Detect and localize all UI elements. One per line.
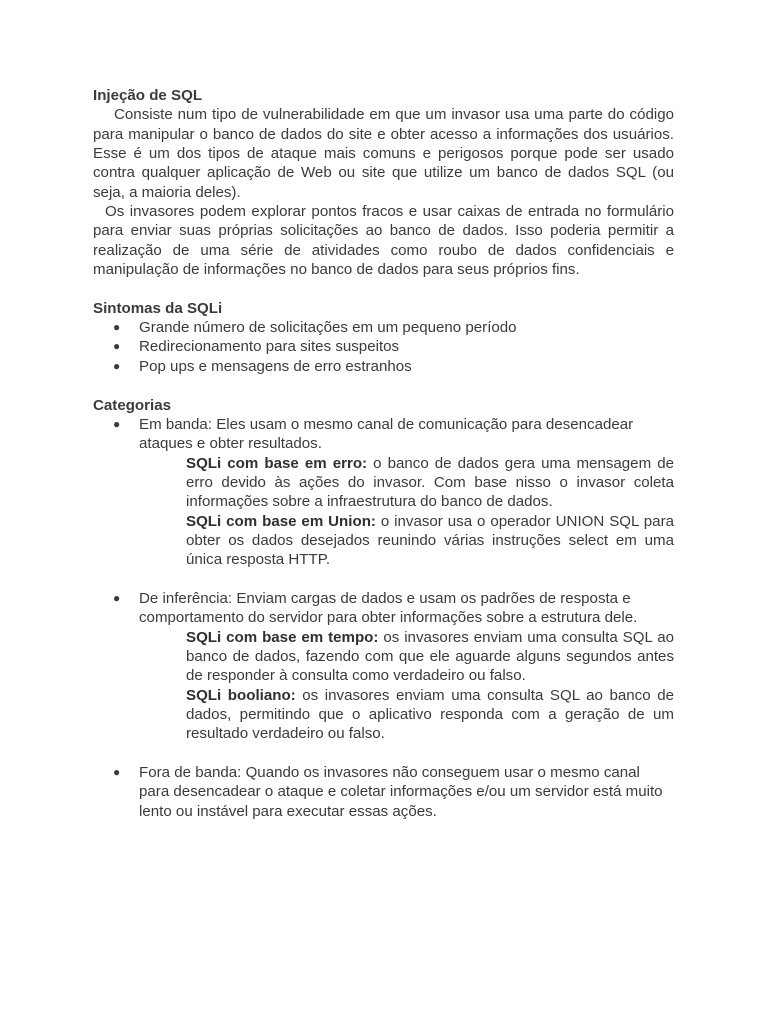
section-title-sql-injection: Injeção de SQL: [93, 87, 203, 104]
subcategory-desc: o invasor usa o operador UNION SQL para obter os dados desejados reunindo várias instruções select em uma única resposta HTTP.: [186, 512, 674, 569]
bullet-icon: ●: [113, 339, 121, 354]
subcategory-desc: os invasores enviam uma consulta SQL ao banco de dados, fazendo com que ele aguarde alguns segundos antes de responder à consulta como verdadeiro ou falso.: [186, 628, 674, 685]
subcategory-term: SQLi booliano:: [186, 686, 296, 704]
symptoms-list: [93, 318, 674, 376]
blank-line: [93, 279, 674, 298]
intro-paragraph-1: Consiste num tipo de vulnerabilidade em que um invasor usa uma parte do código para manipular o banco de dados do site e obter acesso a informações dos usuários. Esse é um dos tipos de ataque mais comuns e perigosos porque pode ser usado contra qualquer aplicação de Web ou site que utilize um banco de dados SQL (ou seja, a maioria deles).: [93, 106, 674, 201]
bullet-icon: ●: [113, 590, 121, 605]
subcategory-boolean: [186, 686, 674, 744]
blank-line: [93, 570, 674, 589]
symptom-text: Redirecionamento para sites suspeitos: [139, 338, 400, 356]
list-item: [93, 337, 674, 356]
subcategory-union-based: [186, 512, 674, 570]
category-item-inference: [93, 589, 674, 628]
bullet-icon: ●: [113, 358, 121, 373]
subcategory-term: SQLi com base em Union:: [186, 512, 376, 530]
categories-list: [93, 763, 674, 821]
category-text: Em banda: Eles usam o mesmo canal de comunicação para desencadear ataques e obter resultados.: [139, 415, 634, 453]
subcategory-time-based: [186, 628, 674, 686]
category-text: De inferência: Enviam cargas de dados e usam os padrões de resposta e comportamento do servidor para obter informações sobre a estrutura dele.: [139, 589, 638, 627]
subcategory-term: SQLi com base em erro:: [186, 454, 368, 472]
list-item: [93, 318, 674, 337]
blank-line: [93, 744, 674, 763]
document-page: [93, 86, 674, 821]
categories-list: [93, 415, 674, 454]
bullet-icon: ●: [113, 320, 121, 335]
intro-paragraph-2: Os invasores podem explorar pontos fracos e usar caixas de entrada no formulário para enviar suas próprias solicitações ao banco de dados. Isso poderia permitir a realização de uma série de atividades como roubo de dados confidenciais e manipulação de informações no banco de dados para seus próprios fins.: [93, 203, 674, 279]
subcategory-term: SQLi com base em tempo:: [186, 628, 379, 646]
subcategory-error-based: [186, 454, 674, 512]
category-text: Fora de banda: Quando os invasores não conseguem usar o mesmo canal para desencadear o ataque e coletar informações e/ou um servidor está muito lento ou instável para executar essas ações.: [139, 764, 663, 820]
category-item-in-band: [93, 415, 674, 454]
section-title-categories: Categorias: [93, 396, 172, 414]
list-item: [93, 357, 674, 376]
category-item-out-of-band: [93, 763, 674, 821]
symptom-text: Grande número de solicitações em um pequeno período: [139, 319, 517, 337]
categories-list: [93, 589, 674, 628]
bullet-icon: ●: [113, 765, 121, 780]
section-title-symptoms: Sintomas da SQLi: [93, 299, 223, 317]
bullet-icon: ●: [113, 416, 121, 431]
subcategory-desc: os invasores enviam uma consulta SQL ao banco de dados, permitindo que o aplicativo responda com a geração de um resultado verdadeiro ou falso.: [186, 686, 674, 743]
blank-line: [93, 376, 674, 395]
symptom-text: Pop ups e mensagens de erro estranhos: [139, 357, 412, 375]
subcategory-desc: o banco de dados gera uma mensagem de erro devido às ações do invasor. Com base nisso o invasor coleta informações sobre a infraestrutura do banco de dados.: [186, 454, 674, 511]
